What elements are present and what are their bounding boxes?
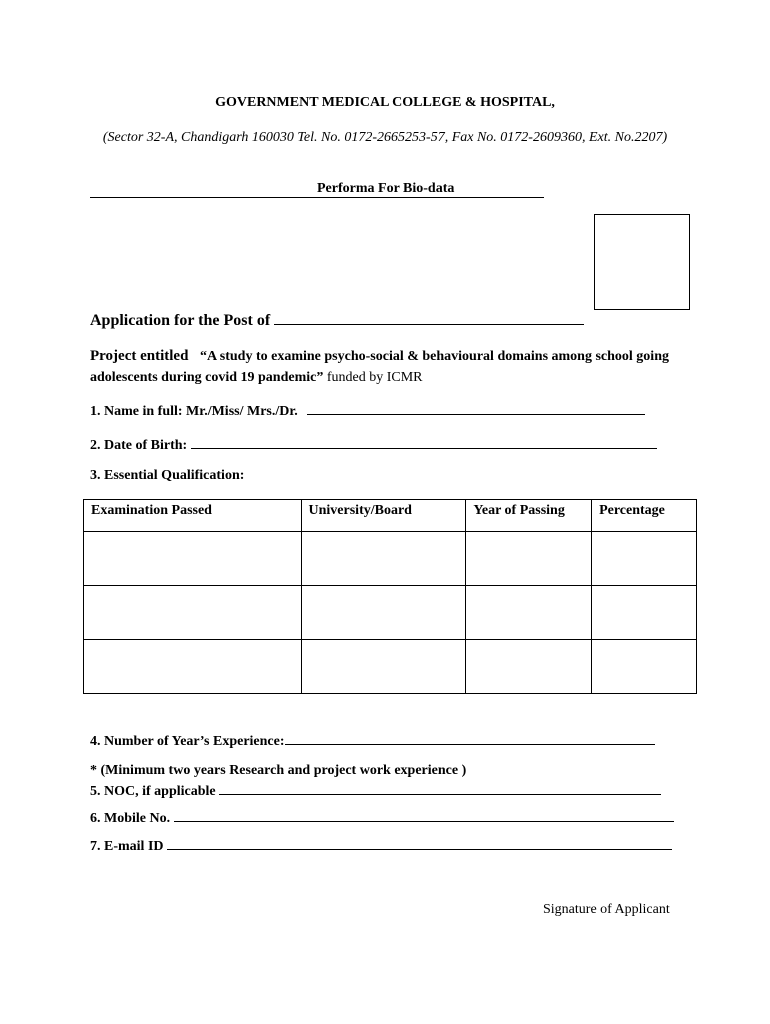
- post-label: Application for the Post of: [90, 312, 271, 329]
- table-cell[interactable]: [466, 586, 592, 640]
- email-blank[interactable]: [167, 835, 672, 850]
- project-label: Project entitled: [90, 348, 189, 364]
- post-line: [90, 310, 584, 330]
- institution-address: (Sector 32-A, Chandigarh 160030 Tel. No. 0172-2665253-57, Fax No. 0172-2609360, Ext. No.2207): [102, 130, 668, 145]
- qualification-label: 3. Essential Qualification:: [90, 468, 245, 483]
- mobile-line: [90, 807, 674, 827]
- table-cell[interactable]: [301, 586, 466, 640]
- experience-line: [90, 730, 655, 750]
- table-cell[interactable]: [592, 586, 697, 640]
- table-cell[interactable]: [592, 640, 697, 694]
- table-cell[interactable]: [84, 532, 302, 586]
- name-line: [90, 400, 645, 420]
- experience-note: * (Minimum two years Research and project work experience ): [90, 763, 467, 778]
- email-label: 7. E-mail ID: [90, 839, 164, 854]
- col-percentage: Percentage: [592, 500, 697, 532]
- project-paragraph: [90, 346, 690, 388]
- table-cell[interactable]: [84, 586, 302, 640]
- table-cell[interactable]: [301, 532, 466, 586]
- col-examination: Examination Passed: [84, 500, 302, 532]
- form-title: Performa For Bio-data: [317, 181, 455, 196]
- table-row: [84, 532, 697, 586]
- table-header-row: [84, 500, 697, 532]
- noc-label: 5. NOC, if applicable: [90, 784, 216, 799]
- table-row: [84, 640, 697, 694]
- photo-box: [594, 214, 690, 310]
- signature-label: Signature of Applicant: [543, 902, 670, 917]
- col-year: Year of Passing: [466, 500, 592, 532]
- dob-label: 2. Date of Birth:: [90, 438, 188, 453]
- experience-blank[interactable]: [285, 730, 655, 745]
- mobile-blank[interactable]: [174, 807, 674, 822]
- mobile-label: 6. Mobile No.: [90, 811, 171, 826]
- table-cell[interactable]: [301, 640, 466, 694]
- email-line: [90, 835, 672, 855]
- post-blank[interactable]: [274, 310, 584, 325]
- experience-label: 4. Number of Year’s Experience:: [90, 734, 285, 749]
- project-funding: funded by ICMR: [323, 370, 423, 385]
- table-row: [84, 586, 697, 640]
- table-cell[interactable]: [84, 640, 302, 694]
- noc-line: [90, 780, 661, 800]
- qualification-table: [83, 499, 697, 694]
- project-title: “A study to examine psycho-social & behavioural domains among school going adolescents during covid 19 pandemic”: [90, 349, 669, 385]
- form-heading: [90, 181, 544, 198]
- table-cell[interactable]: [466, 532, 592, 586]
- dob-line: [90, 434, 657, 454]
- institution-title: GOVERNMENT MEDICAL COLLEGE & HOSPITAL,: [215, 95, 555, 110]
- col-university: University/Board: [301, 500, 466, 532]
- dob-blank[interactable]: [191, 434, 657, 449]
- name-blank[interactable]: [307, 400, 645, 415]
- name-label: 1. Name in full: Mr./Miss/ Mrs./Dr.: [90, 404, 298, 419]
- table-cell[interactable]: [466, 640, 592, 694]
- noc-blank[interactable]: [219, 780, 661, 795]
- table-cell[interactable]: [592, 532, 697, 586]
